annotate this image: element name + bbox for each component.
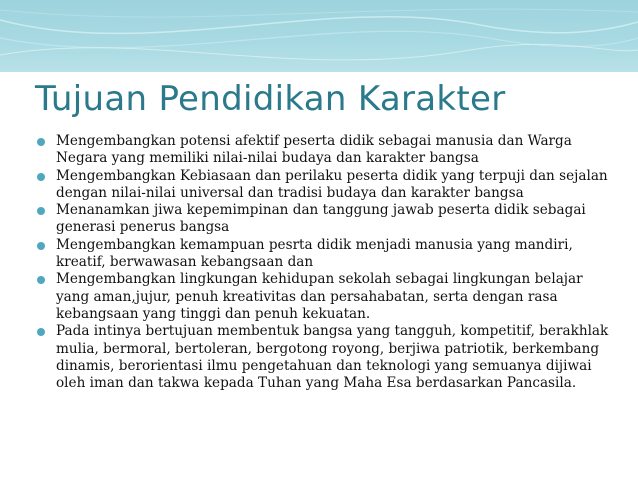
bullet-text: Mengembangkan lingkungan kehidupan sekolah sebagai lingkungan belajar yang aman,jujur, penuh kreativitas dan persahabatan, serta dengan rasa kebangsaan yang tinggi dan penuh kekuatan. — [56, 271, 583, 322]
bullet-text: Mengembangkan kemampuan pesrta didik menjadi manusia yang mandiri, kreatif, berwawasan kebangsaan dan — [56, 236, 573, 271]
header-wave-decoration — [0, 0, 638, 72]
bullet-list — [34, 133, 619, 392]
bullet-dot-icon — [37, 328, 45, 336]
bullet-text: Menanamkan jiwa kepemimpinan dan tanggung jawab peserta didik sebagai generasi penerus bangsa — [56, 202, 586, 236]
bullet-dot-icon — [37, 276, 45, 284]
header-band — [0, 0, 638, 72]
bullet-dot-icon — [37, 207, 45, 215]
slide-title: Tujuan Pendidikan Karakter — [35, 79, 506, 119]
bullet-item — [34, 168, 619, 203]
bullet-item — [34, 133, 619, 168]
bullet-text: Mengembangkan potensi afektif peserta didik sebagai manusia dan Warga Negara yang memiliki nilai-nilai budaya dan karakter bangsa — [56, 133, 572, 167]
bullet-dot-icon — [37, 242, 45, 250]
bullet-text: Pada intinya bertujuan membentuk bangsa yang tangguh, kompetitif, berakhlak mulia, bermoral, bertoleran, bergotong royong, berjiwa patriotik, berkembang dinamis, berorientasi ilmu pengetahuan dan teknologi yang semuanya dijiwai oleh iman dan takwa kepada Tuhan yang Maha Esa berdasarkan Pancasila. — [56, 323, 609, 392]
bullet-item — [34, 202, 619, 237]
bullet-dot-icon — [37, 138, 45, 146]
bullet-dot-icon — [37, 173, 45, 181]
bullet-item — [34, 237, 619, 272]
bullet-item — [34, 271, 619, 323]
bullet-text: Mengembangkan Kebiasaan dan perilaku peserta didik yang terpuji dan sejalan dengan nilai-nilai universal dan tradisi budaya dan karakter bangsa — [56, 167, 608, 201]
bullet-item — [34, 323, 619, 392]
